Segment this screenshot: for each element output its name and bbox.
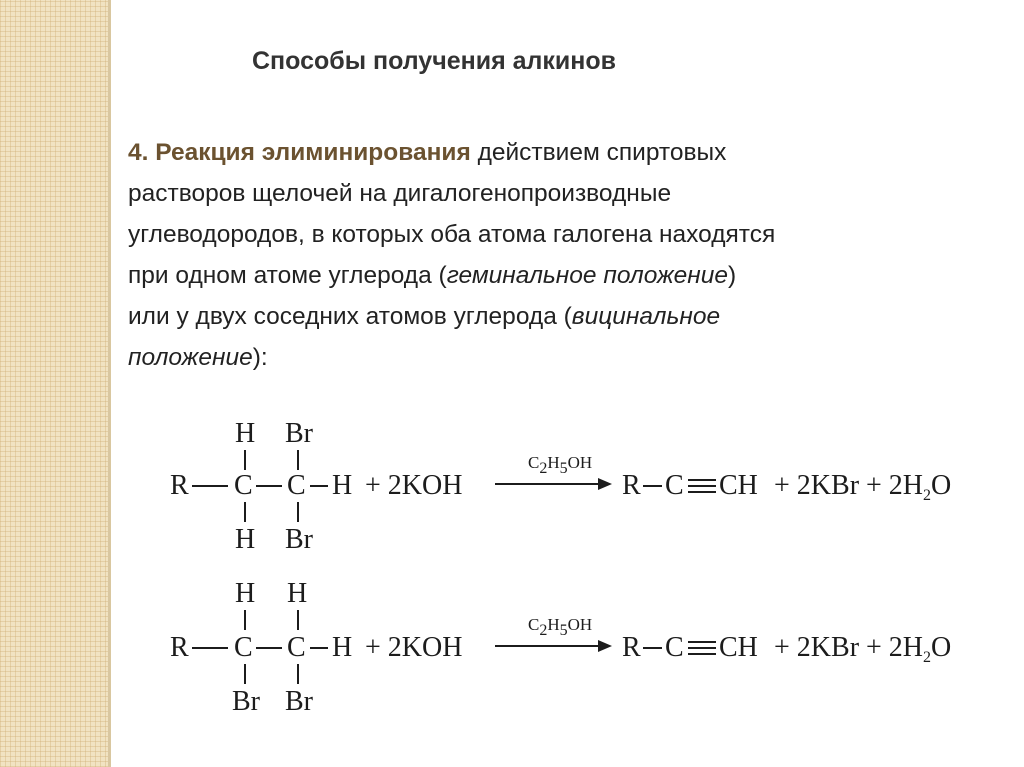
condition-ethanol: C2H5OH <box>528 615 593 639</box>
slide-title: Способы получения алкинов <box>252 47 617 75</box>
atom-c: C <box>234 632 253 663</box>
atom-c: C <box>287 632 306 663</box>
atom-br: Br <box>285 686 313 717</box>
atom-c: C <box>234 470 253 501</box>
product-c: C <box>665 632 684 663</box>
reaction-vicinal <box>170 578 951 717</box>
atom-c: C <box>287 470 306 501</box>
product-c: C <box>665 470 684 501</box>
atom-br: Br <box>285 418 313 449</box>
paragraph-line-6 <box>128 337 1020 378</box>
atom-h: H <box>235 524 256 555</box>
paragraph-text: ) <box>728 262 737 289</box>
condition-ethanol: C2H5OH <box>528 453 593 477</box>
product-ch: CH <box>719 470 758 501</box>
byproducts: + $2KBr + 2H_2O$ <box>774 470 952 504</box>
paragraph-text: при одном атоме углерода ( <box>128 262 447 289</box>
reaction-scheme <box>150 398 980 728</box>
reagent-koh: + 2KOH <box>365 632 463 663</box>
atom-br: Br <box>232 686 260 717</box>
term-vicinal: вицинальное <box>571 303 721 330</box>
slide-paragraph <box>128 132 1020 378</box>
atom-h: H <box>235 418 256 449</box>
atom-h: H <box>332 470 353 501</box>
reagent-koh: + 2KOH <box>365 470 463 501</box>
paragraph-text: ): <box>252 344 268 371</box>
atom-r: R <box>170 470 189 501</box>
arrow-head <box>598 478 612 490</box>
atom-h: H <box>287 578 308 609</box>
byproducts: + $2KBr + 2H_2O$ <box>774 632 952 666</box>
product-r: R <box>622 632 641 663</box>
product-ch: CH <box>719 632 758 663</box>
decorative-side-pattern <box>0 0 108 767</box>
paragraph-line-2: растворов щелочей на дигалогенопроизводные <box>128 180 672 207</box>
term-position: положение <box>128 344 253 371</box>
reaction-geminal <box>170 418 951 555</box>
heading-term: Реакция элиминирования <box>155 139 471 166</box>
heading-number: 4. <box>128 139 149 166</box>
atom-r: R <box>170 632 189 663</box>
arrow-head <box>598 640 612 652</box>
paragraph-line-5 <box>128 296 1020 337</box>
paragraph-line-4 <box>128 255 1020 296</box>
side-divider <box>108 0 111 767</box>
paragraph-text: действием спиртовых <box>477 139 727 166</box>
atom-h: H <box>332 632 353 663</box>
paragraph-line-3: углеводородов, в которых оба атома галогена находятся <box>128 221 776 248</box>
paragraph-line-1 <box>128 132 1020 173</box>
atom-h: H <box>235 578 256 609</box>
product-r: R <box>622 470 641 501</box>
term-geminal: геминальное положение <box>446 262 729 289</box>
atom-br: Br <box>285 524 313 555</box>
paragraph-text: или у двух соседних атомов углерода ( <box>128 303 572 330</box>
